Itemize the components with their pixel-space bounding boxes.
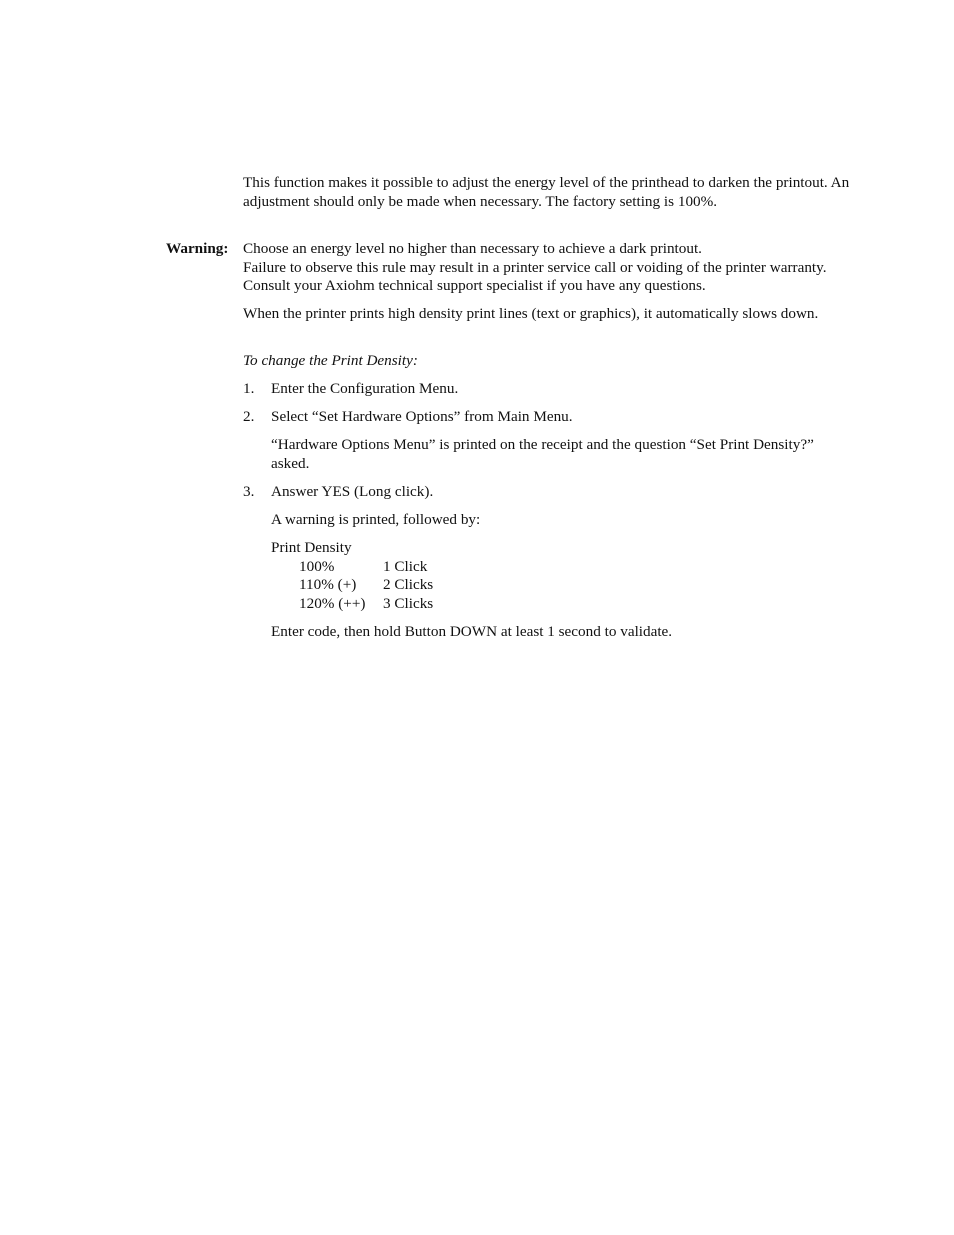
density-code: 2 Clicks	[383, 576, 434, 593]
warning-line-1: Choose an energy level no higher than necessary to achieve a dark printout.	[243, 240, 702, 257]
density-code: 3 Clicks	[383, 595, 434, 612]
step-number: 1.	[243, 380, 255, 397]
density-level: 100%	[299, 558, 335, 575]
step-text: Enter the Configuration Menu.	[271, 380, 459, 397]
slowdown-paragraph: When the printer prints high density print lines (text or graphics), it automatically slows down.	[243, 305, 819, 322]
density-level: 110% (+)	[299, 576, 357, 593]
density-row	[299, 558, 599, 577]
density-table-title: Print Density	[271, 539, 352, 556]
density-code: 1 Click	[383, 558, 428, 575]
step-3-note: A warning is printed, followed by:	[271, 511, 481, 528]
step-number: 3.	[243, 483, 255, 500]
warning-line-2: Failure to observe this rule may result in a printer service call or voiding of the printer warranty. Consult your Axiohm technical support specialist if you have any questions.	[243, 258, 827, 295]
warning-text	[243, 240, 855, 296]
step-number: 2.	[243, 408, 255, 425]
final-instruction: Enter code, then hold Button DOWN at least 1 second to validate.	[271, 623, 673, 640]
density-level: 120% (++)	[299, 595, 366, 612]
density-row	[299, 595, 599, 614]
intro-paragraph: This function makes it possible to adjust the energy level of the printhead to darken the printout. An adjustment should only be made when necessary. The factory setting is 100%.	[243, 174, 850, 210]
step-text: Answer YES (Long click).	[271, 483, 434, 500]
procedure-title: To change the Print Density:	[243, 352, 418, 369]
density-row	[299, 576, 599, 595]
warning-label: Warning:	[166, 240, 229, 257]
step-text: Select “Set Hardware Options” from Main Menu.	[271, 408, 573, 425]
step-2-note: “Hardware Options Menu” is printed on the receipt and the question “Set Print Density?” asked.	[271, 436, 814, 472]
